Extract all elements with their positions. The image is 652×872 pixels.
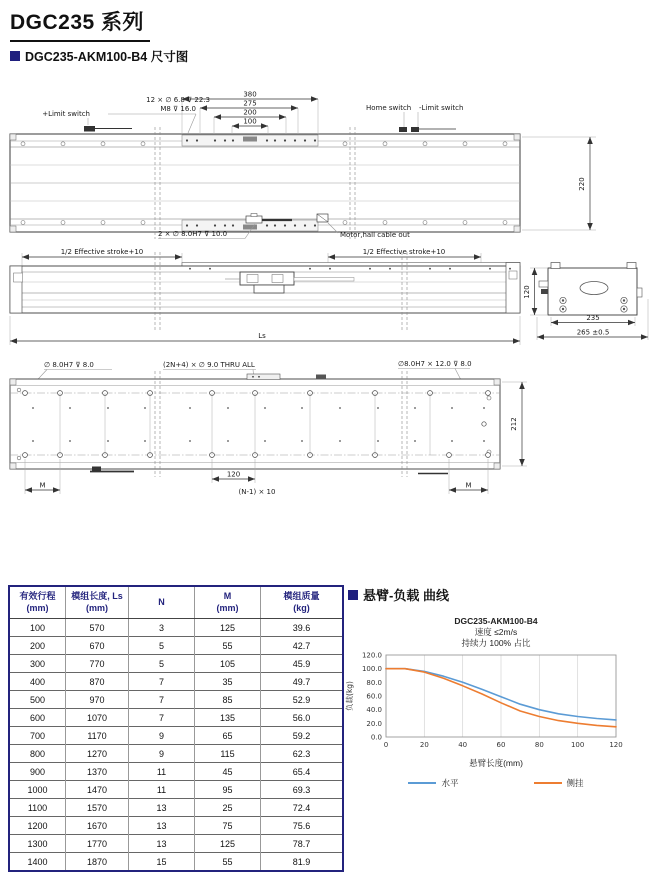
table-cell: 13 bbox=[129, 817, 195, 835]
thread-callout: M8 ⊽ 16.0 bbox=[160, 105, 196, 113]
table-cell: 7 bbox=[129, 709, 195, 727]
y-tick-label: 100.0 bbox=[361, 665, 382, 674]
dim-200: 200 bbox=[243, 108, 257, 117]
dim-120: 120 bbox=[523, 285, 531, 299]
table-cell: 5 bbox=[129, 637, 195, 655]
legend-label: 侧挂 bbox=[566, 778, 584, 788]
chart-legend bbox=[340, 777, 652, 789]
table-cell: 55 bbox=[195, 637, 261, 655]
table-row bbox=[9, 673, 343, 691]
table-row bbox=[9, 799, 343, 817]
table-cell: 200 bbox=[9, 637, 66, 655]
table-header-cell: N bbox=[129, 586, 195, 619]
table-cell: 125 bbox=[195, 619, 261, 637]
table-cell: 1100 bbox=[9, 799, 66, 817]
pin-callout: 2 × ∅ 8.0H7 ⊽ 10.0 bbox=[158, 230, 228, 238]
table-cell: 13 bbox=[129, 799, 195, 817]
table-cell: 1400 bbox=[9, 853, 66, 872]
dim-220: 220 bbox=[578, 177, 586, 191]
table-cell: 78.7 bbox=[261, 835, 344, 853]
table-cell: 1570 bbox=[66, 799, 129, 817]
dim-m-left: M bbox=[39, 481, 46, 490]
table-cell: 35 bbox=[195, 673, 261, 691]
y-tick-label: 0.0 bbox=[370, 733, 382, 742]
chart-heading-label: 悬臂-负载 曲线 bbox=[363, 588, 449, 603]
table-cell: 1670 bbox=[66, 817, 129, 835]
section-subtitle bbox=[10, 47, 188, 65]
table-cell: 81.9 bbox=[261, 853, 344, 872]
table-cell: 75.6 bbox=[261, 817, 344, 835]
table-row bbox=[9, 781, 343, 799]
table-cell: 65.4 bbox=[261, 763, 344, 781]
legend-label: 水平 bbox=[441, 778, 459, 788]
table-cell: 3 bbox=[129, 619, 195, 637]
hole-callout-right: ∅8.0H7 × 12.0 ⊽ 8.0 bbox=[398, 360, 472, 368]
table-cell: 300 bbox=[9, 655, 66, 673]
table-cell: 570 bbox=[66, 619, 129, 637]
stroke-dim-left: 1/2 Effective stroke+10 bbox=[60, 248, 144, 256]
legend-line-swatch bbox=[408, 782, 436, 784]
legend-item bbox=[534, 777, 584, 789]
page-title: DGC235 系列 bbox=[10, 6, 150, 42]
table-cell: 9 bbox=[129, 727, 195, 745]
dim-235: 235 bbox=[586, 314, 600, 322]
cable-callout: Motor,hall cable out bbox=[340, 231, 410, 239]
x-tick-label: 20 bbox=[419, 741, 429, 749]
chart-title: DGC235-AKM100-B4 bbox=[454, 616, 538, 626]
y-tick-label: 40.0 bbox=[366, 706, 382, 715]
y-tick-label: 60.0 bbox=[366, 692, 382, 701]
bullet-square-icon bbox=[348, 590, 358, 600]
legend-item bbox=[408, 777, 458, 789]
table-cell: 1470 bbox=[66, 781, 129, 799]
table-cell: 59.2 bbox=[261, 727, 344, 745]
table-cell: 100 bbox=[9, 619, 66, 637]
hole-callout-thru: (2N+4) × ∅ 9.0 THRU ALL bbox=[163, 361, 255, 369]
table-cell: 42.7 bbox=[261, 637, 344, 655]
table-row bbox=[9, 691, 343, 709]
x-tick-label: 0 bbox=[383, 741, 389, 749]
spec-table-head bbox=[9, 586, 343, 619]
table-cell: 25 bbox=[195, 799, 261, 817]
table-cell: 9 bbox=[129, 745, 195, 763]
table-cell: 15 bbox=[129, 853, 195, 872]
table-row bbox=[9, 853, 343, 872]
y-tick-label: 80.0 bbox=[366, 678, 382, 687]
table-row bbox=[9, 619, 343, 637]
table-cell: 1070 bbox=[66, 709, 129, 727]
y-tick-label: 120.0 bbox=[361, 651, 382, 660]
table-cell: 11 bbox=[129, 763, 195, 781]
table-cell: 65 bbox=[195, 727, 261, 745]
table-cell: 670 bbox=[66, 637, 129, 655]
holes-callout: 12 × ∅ 6.8 ⊽ 22.3 bbox=[146, 96, 210, 104]
hole-callout-left: ∅ 8.0H7 ⊽ 8.0 bbox=[44, 361, 94, 369]
chart-heading bbox=[348, 585, 652, 604]
x-tick-label: 40 bbox=[458, 741, 468, 749]
table-row bbox=[9, 655, 343, 673]
section-subtitle-label: DGC235-AKM100-B4 尺寸图 bbox=[25, 50, 189, 64]
dim-n-pitch: (N-1) × 10 bbox=[238, 488, 276, 496]
chart-titles bbox=[340, 616, 652, 649]
table-cell: 1000 bbox=[9, 781, 66, 799]
x-axis-label: 悬臂长度(mm) bbox=[469, 758, 523, 768]
table-cell: 1300 bbox=[9, 835, 66, 853]
table-cell: 600 bbox=[9, 709, 66, 727]
table-row bbox=[9, 709, 343, 727]
table-cell: 7 bbox=[129, 691, 195, 709]
dim-212: 212 bbox=[510, 417, 518, 431]
table-row bbox=[9, 835, 343, 853]
table-cell: 700 bbox=[9, 727, 66, 745]
table-cell: 45.9 bbox=[261, 655, 344, 673]
x-tick-label: 60 bbox=[496, 741, 506, 749]
table-cell: 11 bbox=[129, 781, 195, 799]
table-row bbox=[9, 637, 343, 655]
spec-table-body bbox=[9, 619, 343, 872]
table-cell: 770 bbox=[66, 655, 129, 673]
table-cell: 970 bbox=[66, 691, 129, 709]
table-row bbox=[9, 817, 343, 835]
end-view-drawing bbox=[523, 263, 648, 341]
table-cell: 105 bbox=[195, 655, 261, 673]
dimension-drawings bbox=[0, 80, 652, 570]
table-cell: 5 bbox=[129, 655, 195, 673]
table-cell: 1870 bbox=[66, 853, 129, 872]
table-header-cell: 模组长度, Ls (mm) bbox=[66, 586, 129, 619]
home-switch-label: Home switch bbox=[366, 104, 412, 112]
x-tick-label: 120 bbox=[609, 741, 623, 749]
table-cell: 125 bbox=[195, 835, 261, 853]
chart-subtitle-speed: 速度 ≤2m/s bbox=[474, 627, 518, 637]
table-row bbox=[9, 727, 343, 745]
table-cell: 75 bbox=[195, 817, 261, 835]
spec-table-section bbox=[8, 585, 344, 872]
table-cell: 56.0 bbox=[261, 709, 344, 727]
y-axis-label: 负载(kg) bbox=[345, 681, 354, 711]
bottom-view-drawing bbox=[10, 360, 527, 496]
front-view-drawing bbox=[10, 248, 520, 345]
table-cell: 52.9 bbox=[261, 691, 344, 709]
table-row bbox=[9, 745, 343, 763]
table-cell: 72.4 bbox=[261, 799, 344, 817]
bullet-square-icon bbox=[10, 51, 20, 61]
minus-limit-switch-label: -Limit switch bbox=[419, 104, 464, 112]
table-cell: 400 bbox=[9, 673, 66, 691]
plus-limit-switch-label: +Limit switch bbox=[42, 110, 90, 118]
table-cell: 870 bbox=[66, 673, 129, 691]
dim-100: 100 bbox=[243, 117, 257, 126]
table-cell: 1370 bbox=[66, 763, 129, 781]
dim-265: 265 ±0.5 bbox=[576, 328, 610, 337]
table-header-cell: 模组质量 (kg) bbox=[261, 586, 344, 619]
table-cell: 95 bbox=[195, 781, 261, 799]
table-cell: 115 bbox=[195, 745, 261, 763]
table-cell: 1200 bbox=[9, 817, 66, 835]
dim-m-right: M bbox=[465, 481, 472, 490]
table-cell: 1770 bbox=[66, 835, 129, 853]
table-cell: 85 bbox=[195, 691, 261, 709]
table-cell: 62.3 bbox=[261, 745, 344, 763]
table-cell: 55 bbox=[195, 853, 261, 872]
table-header-cell: M (mm) bbox=[195, 586, 261, 619]
table-cell: 1170 bbox=[66, 727, 129, 745]
x-tick-label: 100 bbox=[570, 741, 585, 749]
dim-275: 275 bbox=[243, 99, 257, 108]
stroke-dim-right: 1/2 Effective stroke+10 bbox=[362, 248, 446, 256]
top-view-drawing bbox=[10, 91, 596, 240]
table-row bbox=[9, 763, 343, 781]
table-cell: 49.7 bbox=[261, 673, 344, 691]
dim-ls: Ls bbox=[258, 332, 266, 340]
table-cell: 39.6 bbox=[261, 619, 344, 637]
y-tick-label: 20.0 bbox=[366, 719, 382, 728]
chart-subtitle-duty: 持续力 100% 占比 bbox=[461, 638, 531, 648]
spec-table bbox=[8, 585, 344, 872]
table-header-cell: 有效行程 (mm) bbox=[9, 586, 66, 619]
dim-380: 380 bbox=[243, 90, 257, 99]
table-cell: 69.3 bbox=[261, 781, 344, 799]
table-cell: 7 bbox=[129, 673, 195, 691]
table-cell: 45 bbox=[195, 763, 261, 781]
load-curve-chart bbox=[340, 649, 652, 751]
table-cell: 500 bbox=[9, 691, 66, 709]
table-cell: 13 bbox=[129, 835, 195, 853]
table-cell: 135 bbox=[195, 709, 261, 727]
load-curve-section bbox=[340, 585, 652, 789]
dim-120-pitch: 120 bbox=[226, 470, 241, 479]
table-cell: 900 bbox=[9, 763, 66, 781]
table-cell: 1270 bbox=[66, 745, 129, 763]
legend-line-swatch bbox=[534, 782, 562, 784]
x-tick-label: 80 bbox=[534, 741, 544, 749]
table-cell: 800 bbox=[9, 745, 66, 763]
